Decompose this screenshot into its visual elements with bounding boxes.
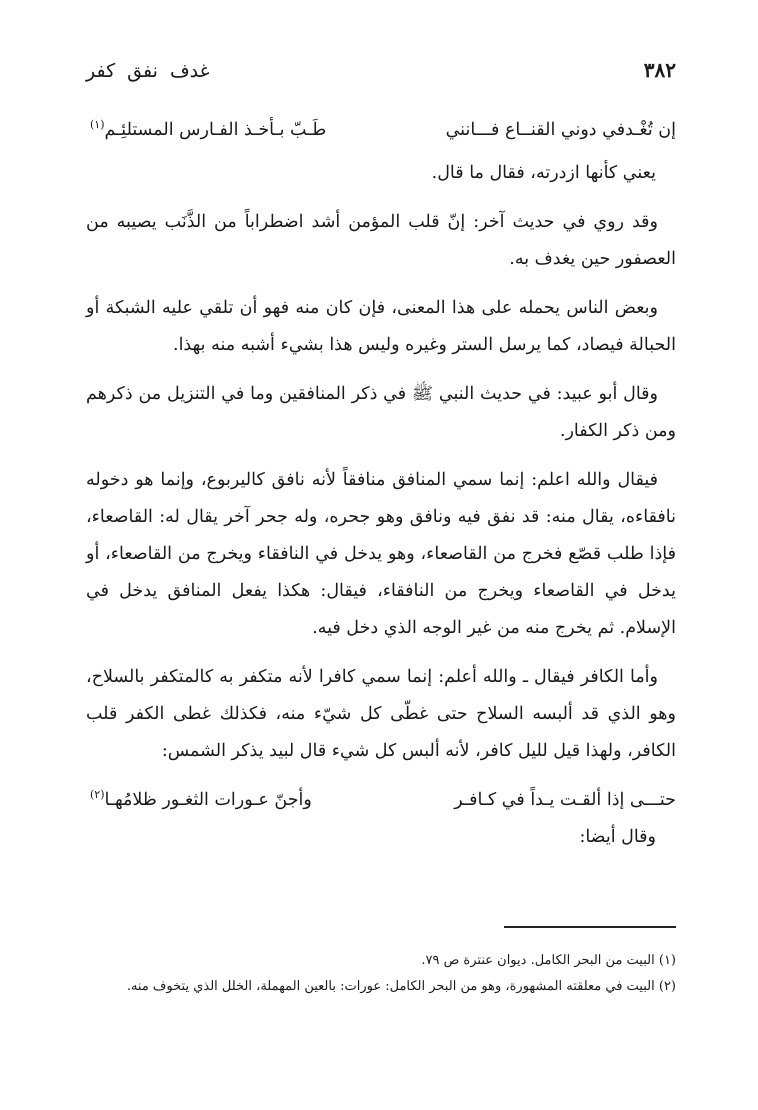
page-header <box>86 58 676 82</box>
page-number: ٣٨٢ <box>643 58 676 82</box>
verse-1-hemistich-1: إن تُغْـدفي دوني القنــاع فـــانني <box>445 120 676 140</box>
footnote-ref-2[interactable]: (٢) <box>90 788 105 802</box>
paragraph-5: فيقال والله اعلم: إنما سمي المنافق منافقاً لأنه نافق كاليربوع، وإنما هو دخوله نافقاءه، يقال منه: قد نفق فيه ونافق وهو جحره، وله جحر آخر يقال له: القاصعاء، فإذا طلب قصّع فخرج من القاصعاء، وهو يدخل في النافقاء ويخرج من القاصعاء، أو يدخل في القاصعاء ويخرج من النافقاء، فيقال: هكذا يفعل المنافق يدخل في الإسلام. ثم يخرج منه من غير الوجه الذي دخل فيه. <box>86 470 676 638</box>
paragraph-6: وأما الكافر فيقال ـ والله أعلم: إنما سمي كافرا لأنه متكفر به كالمتكفر بالسلاح، وهو الذي قد ألبسه السلاح حتى غطّى كل شيّء منه، فكذلك غطى الكفر قلب الكافر، ولهذا قيل لليل كافر، لأنه ألبس كل شيء قال لبيد يذكر الشمس: <box>86 667 676 761</box>
footnote-ref-1[interactable]: (١) <box>90 118 105 132</box>
paragraph-7: وقال أيضا: <box>579 827 656 847</box>
verse-1-hemistich-2-text: طَـبّ بـأخـذ الفـارس المستلئِـم <box>104 120 327 140</box>
paragraph-2: وقد روي في حديث آخر: إنّ قلب المؤمن أشد اضطراباً من الذَّنَب يصيبه من العصفور حين يغدف به. <box>86 212 676 269</box>
verse-1-hemistich-2 <box>90 112 326 149</box>
footnote-1: (١) البيت من البحر الكامل. ديوان عنترة ص ٧٩. <box>421 953 676 968</box>
paragraph-3: وبعض الناس يحمله على هذا المعنى، فإن كان منه فهو أن تلقي عليه الشبكة أو الحبالة فيصاد، كما يرسل الستر وغيره وليس هذا بشيء أشبه منه بهذا. <box>86 298 676 355</box>
verse-1 <box>86 112 676 149</box>
footnotes <box>86 948 676 1000</box>
verse-2 <box>86 782 676 819</box>
footnote-2: (٢) البيت في معلقته المشهورة، وهو من البحر الكامل: عورات: بالعين المهملة، الخلل الذي يتخوف منه. <box>126 979 676 994</box>
running-head: غدف نفق كفر <box>86 60 210 82</box>
paragraph-1: يعني كأنها ازدرته، فقال ما قال. <box>431 163 656 183</box>
verse-2-hemistich-2 <box>90 782 312 819</box>
verse-2-hemistich-1: حتـــى إذا ألقـت يـداً في كـافـر <box>454 790 676 810</box>
paragraph-4: وقال أبو عبيد: في حديث النبي ﷺ في ذكر المنافقين وما في التنزيل من ذكرهم ومن ذكر الكفار. <box>86 384 676 441</box>
main-text <box>86 112 676 856</box>
verse-2-hemistich-2-text: وأجنّ عـورات الثغـور ظلامُهـا <box>104 790 312 810</box>
footnote-divider <box>504 926 676 928</box>
